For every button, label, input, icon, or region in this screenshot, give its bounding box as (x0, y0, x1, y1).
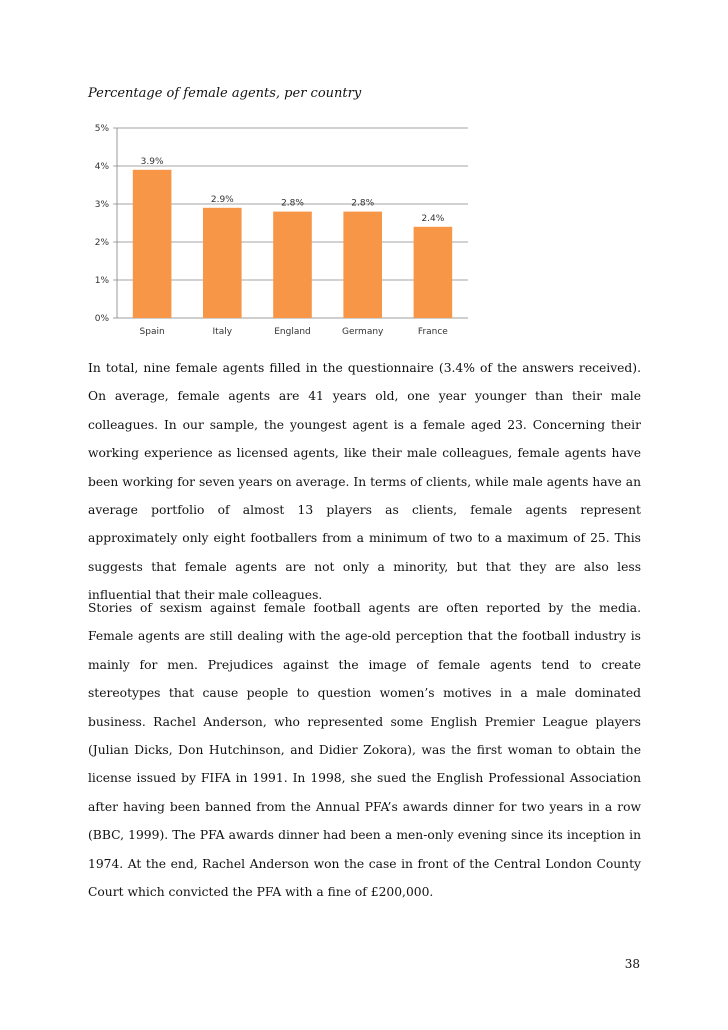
x-tick-label: France (417, 327, 448, 337)
y-tick-label: 5% (94, 124, 109, 134)
data-label: 2.4% (421, 213, 445, 224)
y-tick-label: 3% (94, 200, 109, 210)
figure-caption: Percentage of female agents, per country (88, 86, 362, 101)
body-paragraph: In total, nine female agents filled in the questionnaire (3.4% of the answers received). On average, female agents are 41 years old, one year younger than their male colleagues. In our sample, the youngest agent is a female aged 23. Concerning their working experience as licensed agents, like their male colleagues, female agents have been working for seven years on average. In terms of clients, while male agents have an average portfolio of almost 13 players as clients, female agents represent approximately only eight footballers from a minimum of two to a maximum of 25. This suggests that female agents are not only a minority, but that they are also less influential that their male colleagues. (88, 361, 641, 603)
bar (133, 170, 172, 318)
x-tick-label: Spain (139, 327, 165, 337)
y-tick-label: 1% (94, 276, 109, 286)
y-tick-label: 4% (94, 162, 109, 172)
data-label: 2.9% (210, 194, 234, 205)
x-tick-label: Italy (212, 327, 233, 337)
body-paragraph: Stories of sexism against female football agents are often reported by the media. Female agents are still dealing with the age-old perception that the football industry is mainly for men. Prejudices against the image of female agents tend to create stereotypes that cause people to question women’s motives in a male dominated business. Rachel Anderson, who represented some English Premier League players (Julian Dicks, Don Hutchinson, and Didier Zokora), was the first woman to obtain the license issued by FIFA in 1991. In 1998, she sued the English Professional Association after having been banned from the Annual PFA’s awards dinner for two years in a row (BBC, 1999). The PFA awards dinner had been a men-only evening since its inception in 1974. At the end, Rachel Anderson won the case in front of the Central London County Court which convicted the PFA with a fine of £200,000. (88, 601, 641, 900)
bar (343, 212, 382, 318)
x-tick-label: England (274, 327, 311, 337)
bar (203, 208, 242, 318)
y-tick-label: 2% (94, 238, 109, 248)
data-label: 2.8% (351, 198, 375, 209)
data-label: 3.9% (140, 156, 164, 167)
y-tick-label: 0% (94, 314, 109, 324)
page-number: 38 (624, 957, 640, 971)
x-tick-label: Germany (342, 327, 384, 337)
data-label: 2.8% (281, 198, 304, 209)
bar-chart (0, 0, 728, 350)
bar (273, 212, 312, 318)
bar (414, 227, 453, 318)
